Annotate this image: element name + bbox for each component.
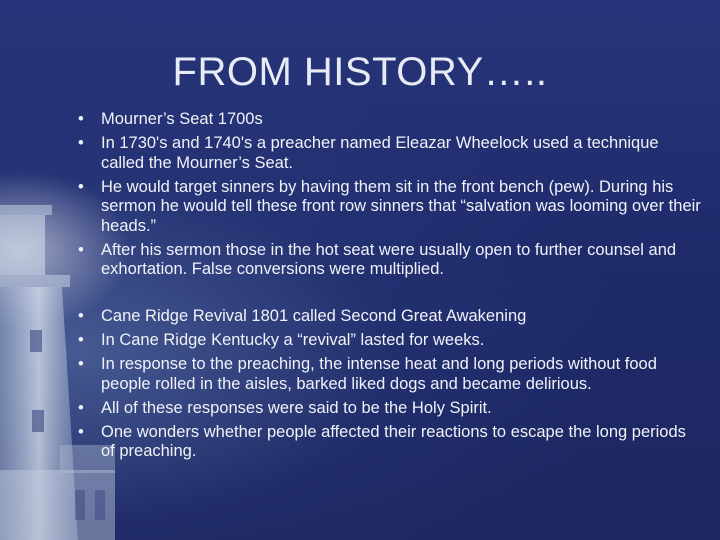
bullet-marker: • — [78, 134, 84, 152]
bullet-marker: • — [78, 422, 84, 441]
bullet-marker: • — [78, 398, 84, 417]
bullet-text: He would target sinners by having them sit in the front bench (pew). During his sermon he would tell these front row sinners that “salvation was looming over their heads.” — [101, 177, 701, 235]
bullet-marker: • — [78, 110, 84, 128]
bullet-list-mourners-seat — [78, 110, 703, 284]
list-item — [78, 423, 703, 462]
list-item — [78, 331, 703, 351]
bullet-text: In Cane Ridge Kentucky a “revival” lasted for weeks. — [101, 331, 485, 349]
bullet-text: After his sermon those in the hot seat were usually open to further counsel and exhortation. False conversions were multiplied. — [101, 240, 677, 278]
list-item — [78, 399, 703, 419]
bullet-marker: • — [78, 355, 84, 373]
bullet-text: One wonders whether people affected their reactions to escape the long periods of preaching. — [101, 422, 686, 460]
slide-title: FROM HISTORY….. — [172, 50, 548, 94]
list-item — [78, 307, 703, 327]
bullet-marker: • — [78, 240, 84, 259]
bullet-marker: • — [78, 307, 84, 325]
bullet-text: Cane Ridge Revival 1801 called Second Great Awakening — [101, 307, 527, 325]
list-item — [78, 134, 703, 173]
bullet-marker: • — [78, 177, 84, 196]
list-item — [78, 178, 703, 237]
list-item — [78, 355, 703, 394]
bullet-list-cane-ridge — [78, 307, 703, 466]
list-item — [78, 110, 703, 130]
bullet-text: Mourner’s Seat 1700s — [101, 110, 263, 128]
list-item — [78, 241, 703, 280]
bullet-marker: • — [78, 331, 84, 349]
bullet-text: In 1730's and 1740's a preacher named Eleazar Wheelock used a technique called the Mourner’s Seat. — [101, 134, 659, 172]
bullet-text: All of these responses were said to be the Holy Spirit. — [101, 398, 492, 417]
bullet-text: In response to the preaching, the intense heat and long periods without food people rolled in the aisles, barked liked dogs and became delirious. — [101, 355, 657, 393]
